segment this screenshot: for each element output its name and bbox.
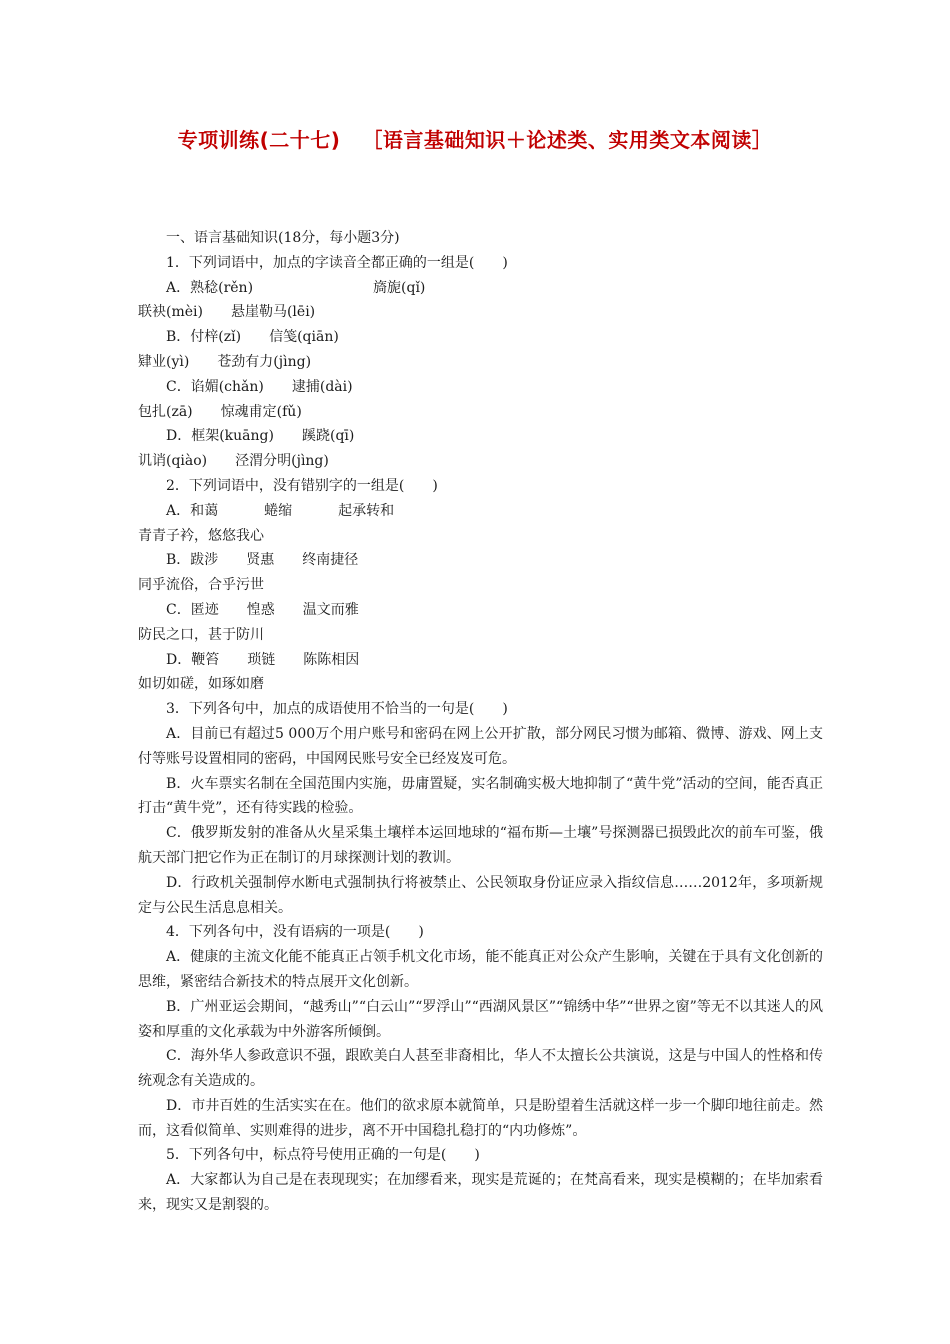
option-1c-line1 bbox=[138, 375, 823, 400]
option-text: 蹊跷(qī) bbox=[301, 428, 355, 445]
title-sub: ［语言基础知识＋论述类、实用类文本阅读］ bbox=[362, 128, 773, 152]
option-text: 蜷缩 bbox=[264, 502, 293, 519]
option-5a: A．大家都认为自己是在表现现实；在加缪看来，现实是荒诞的；在梵高看来，现实是模糊的；在毕加索看来，现实又是割裂的。 bbox=[138, 1172, 823, 1214]
option-2b-line1 bbox=[138, 548, 823, 573]
question-1: 1．下列词语中，加点的字读音全都正确的一组是( ) bbox=[166, 254, 508, 271]
option-text: 苍劲有力(jìng) bbox=[217, 353, 312, 370]
option-text: 逮捕(dài) bbox=[291, 378, 353, 395]
option-text: 信笺(qiān) bbox=[269, 329, 339, 346]
option-1d-line1 bbox=[138, 424, 823, 449]
option-text: 琐链 bbox=[247, 651, 276, 668]
option-4a: A．健康的主流文化能不能真正占领手机文化市场，能不能真正对公众产生影响，关键在于具有文化创新的思维，紧密结合新技术的特点展开文化创新。 bbox=[138, 949, 823, 990]
page-title bbox=[0, 124, 950, 153]
option-text: 温文而雅 bbox=[302, 601, 359, 618]
option-text: 悬崖勒马(lēi) bbox=[230, 304, 316, 321]
option-2a-line2: 青青子衿，悠悠我心 bbox=[138, 527, 264, 544]
title-main: 专项训练(二十七) bbox=[177, 128, 341, 152]
option-text: C．匿迹 bbox=[166, 601, 219, 618]
option-text: 泾渭分明(jìng) bbox=[235, 453, 329, 470]
section-heading: 一、语言基础知识(18分，每小题3分) bbox=[166, 230, 400, 246]
option-text: 起承转和 bbox=[338, 502, 395, 519]
option-text: 陈陈相因 bbox=[303, 651, 360, 668]
option-1b-line2 bbox=[138, 350, 823, 375]
option-1c-line2 bbox=[138, 400, 823, 425]
option-text: D．鞭笞 bbox=[166, 651, 220, 668]
option-3b: B．火车票实名制在全国范围内实施，毋庸置疑，实名制确实极大地抑制了“黄牛党”活动的空间，能否真正打击“黄牛党”，还有待实践的检验。 bbox=[138, 775, 823, 817]
option-1d-line2 bbox=[138, 449, 823, 474]
option-text: 惶惑 bbox=[246, 601, 275, 618]
option-text: B．付梓(zǐ) bbox=[166, 329, 242, 346]
option-3d: D．行政机关强制停水断电式强制执行将被禁止、公民领取身份证应录入指纹信息……2012年，多项新规定与公民生活息息相关。 bbox=[138, 874, 823, 916]
question-4: 4．下列各句中，没有语病的一项是( ) bbox=[166, 924, 424, 941]
option-3c: C．俄罗斯发射的准备从火星采集土壤样本运回地球的“福布斯—土壤”号探测器已损毁此次的前车可鉴，俄航天部门把它作为正在制订的月球探测计划的教训。 bbox=[138, 825, 823, 866]
option-text: A．和蔼 bbox=[166, 502, 219, 519]
option-text: 肄业(yì) bbox=[138, 353, 190, 370]
option-2c-line2: 防民之口，甚于防川 bbox=[138, 626, 264, 643]
option-text: 讥诮(qiào) bbox=[138, 453, 208, 470]
option-text: A．熟稔(rěn) bbox=[166, 279, 254, 296]
option-1a-line1 bbox=[138, 276, 823, 301]
option-2d-line2: 如切如磋，如琢如磨 bbox=[138, 676, 264, 693]
option-2a-line1 bbox=[138, 499, 823, 524]
option-1a-line2 bbox=[138, 300, 823, 325]
option-text: 惊魂甫定(fǔ) bbox=[220, 403, 302, 420]
option-1b-line1 bbox=[138, 325, 823, 350]
option-text: 联袂(mèi) bbox=[138, 304, 203, 321]
document-body bbox=[138, 226, 823, 1218]
option-text: 旖旎(qǐ) bbox=[373, 279, 426, 296]
question-5: 5．下列各句中，标点符号使用正确的一句是( ) bbox=[166, 1147, 480, 1164]
option-2b-line2: 同乎流俗，合乎污世 bbox=[138, 577, 264, 594]
option-2c-line1 bbox=[138, 598, 823, 623]
option-text: B．跋涉 bbox=[166, 552, 219, 569]
option-3a: A．目前已有超过5 000万个用户账号和密码在网上公开扩散，部分网民习惯为邮箱、微博、游戏、网上支付等账号设置相同的密码，中国网民账号安全已经岌岌可危。 bbox=[138, 725, 823, 767]
option-text: C．谄媚(chǎn) bbox=[166, 378, 264, 395]
question-2: 2．下列词语中，没有错别字的一组是( ) bbox=[166, 477, 438, 494]
option-4b: B．广州亚运会期间，“越秀山”“白云山”“罗浮山”“西湖风景区”“锦绣中华”“世界之窗”等无不以其迷人的风姿和厚重的文化承载为中外游客所倾倒。 bbox=[138, 998, 823, 1040]
option-4d: D．市井百姓的生活实实在在。他们的欲求原本就简单，只是盼望着生活就这样一步一个脚印地往前走。然而，这看似简单、实则难得的进步，离不开中国稳扎稳打的“内功修炼”。 bbox=[138, 1097, 823, 1139]
option-text: D．框架(kuāng) bbox=[166, 428, 274, 445]
option-2d-line1 bbox=[138, 648, 823, 673]
option-text: 包扎(zā) bbox=[138, 403, 193, 420]
option-text: 终南捷径 bbox=[302, 552, 359, 569]
option-text: 贤惠 bbox=[246, 552, 275, 569]
question-3: 3．下列各句中，加点的成语使用不恰当的一句是( ) bbox=[166, 701, 508, 718]
option-4c: C．海外华人参政意识不强，跟欧美白人甚至非裔相比，华人不太擅长公共演说，这是与中国人的性格和传统观念有关造成的。 bbox=[138, 1048, 823, 1090]
